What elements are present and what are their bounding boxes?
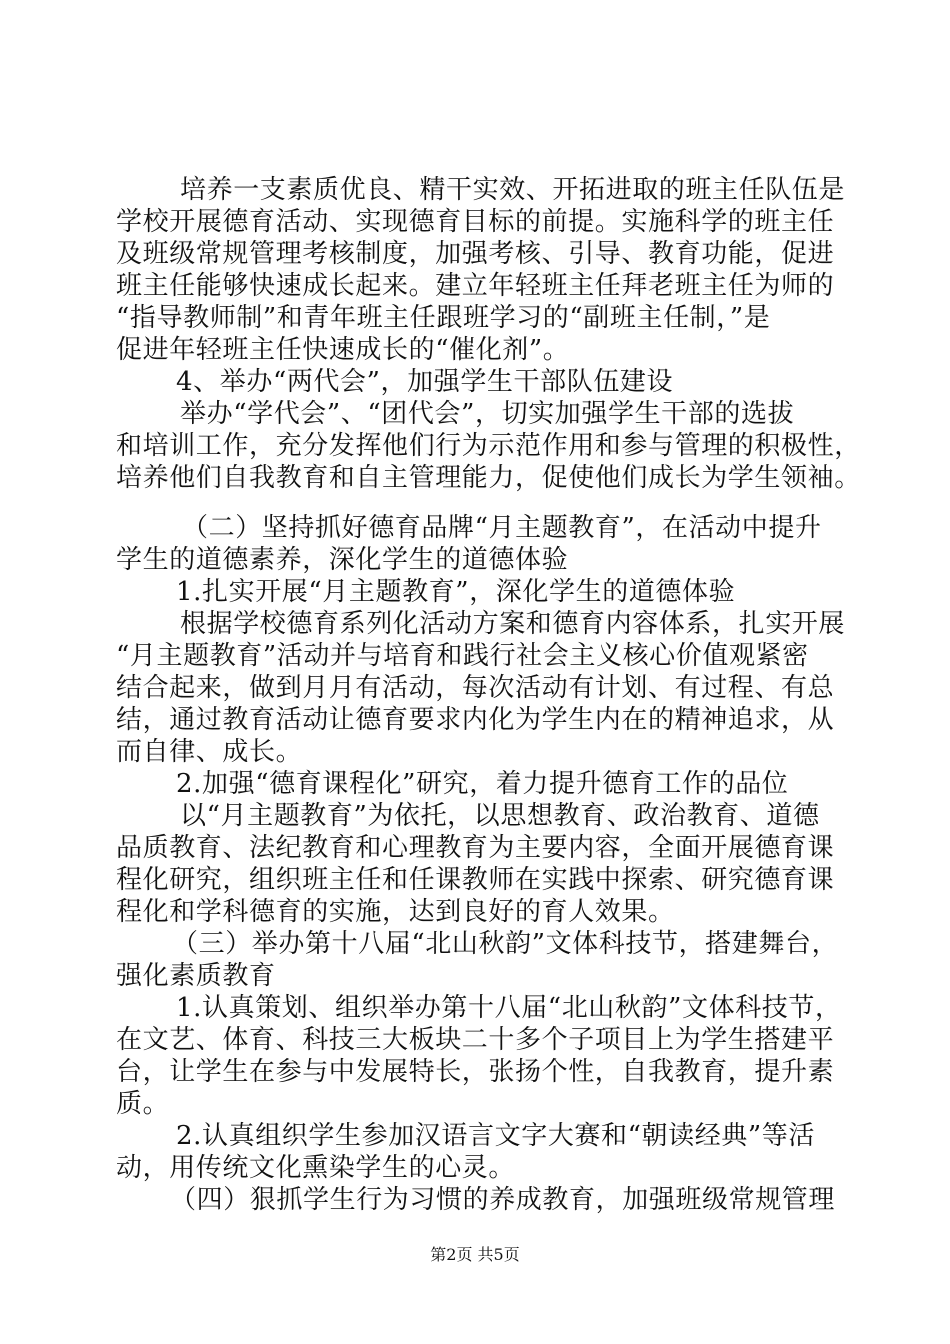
text-line: 而自律、成长。 — [116, 737, 303, 767]
text-line: 促进年轻班主任快速成长的“催化剂”。 — [116, 335, 570, 365]
text-line: 台，让学生在参与中发展特长，张扬个性，自我教育，提升素 — [116, 1057, 835, 1087]
text-line: 结，通过教育活动让德育要求内化为学生内在的精神追求，从 — [116, 705, 835, 735]
section-heading: （三）举办第十八届“北山秋韵”文体科技节，搭建舞台， — [172, 929, 839, 959]
text-line: 程化研究，组织班主任和任课教师在实践中探索、研究德育课 — [116, 865, 835, 895]
text-line: 培养一支素质优良、精干实效、开拓进取的班主任队伍是 — [180, 175, 846, 205]
text-line: 2.认真组织学生参加汉语言文字大赛和“朝读经典”等活 — [176, 1121, 815, 1151]
text-line: 程化和学科德育的实施，达到良好的育人效果。 — [116, 897, 675, 927]
text-line: 品质教育、法纪教育和心理教育为主要内容，全面开展德育课 — [116, 833, 835, 863]
text-line: 培养他们自我教育和自主管理能力，促使他们成长为学生领袖。 — [116, 463, 861, 493]
text-line: 结合起来，做到月月有活动，每次活动有计划、有过程、有总 — [116, 673, 835, 703]
text-line: 根据学校德育系列化活动方案和德育内容体系，扎实开展 — [180, 609, 846, 639]
section-heading: 4、举办“两代会”，加强学生干部队伍建设 — [176, 367, 674, 397]
section-heading: 1.扎实开展“月主题教育”，深化学生的道德体验 — [176, 577, 736, 607]
section-heading: （二）坚持抓好德育品牌“月主题教育”，在活动中提升 — [182, 513, 822, 543]
text-line: 和培训工作，充分发挥他们行为示范作用和参与管理的积极性， — [116, 431, 861, 461]
section-heading: 强化素质教育 — [116, 961, 276, 991]
text-line: 班主任能够快速成长起来。建立年轻班主任拜老班主任为师的 — [116, 271, 835, 301]
section-heading: 学生的道德素养，深化学生的道德体验 — [116, 545, 569, 575]
text-line: 以“月主题教育”为依托，以思想教育、政治教育、道德 — [180, 801, 820, 831]
text-line: “指导教师制”和青年班主任跟班学习的“副班主任制，”是 — [116, 303, 771, 333]
text-line: 学校开展德育活动、实现德育目标的前提。实施科学的班主任 — [116, 207, 835, 237]
text-line: 及班级常规管理考核制度，加强考核、引导、教育功能，促进 — [116, 239, 835, 269]
text-line: “月主题教育”活动并与培育和践行社会主义核心价值观紧密 — [116, 641, 809, 671]
text-line: 1.认真策划、组织举办第十八届“北山秋韵”文体科技节， — [176, 993, 842, 1023]
text-line: 动，用传统文化熏染学生的心灵。 — [116, 1153, 516, 1183]
section-heading: （四）狠抓学生行为习惯的养成教育，加强班级常规管理 — [170, 1185, 836, 1215]
page-footer: 第2页 共5页 — [430, 1245, 520, 1264]
text-line: 举办“学代会”、“团代会”，切实加强学生干部的选拔 — [180, 399, 795, 429]
section-heading: 2.加强“德育课程化”研究，着力提升德育工作的品位 — [176, 769, 789, 799]
text-line: 质。 — [116, 1089, 170, 1119]
text-line: 在文艺、体育、科技三大板块二十多个子项目上为学生搭建平 — [116, 1025, 835, 1055]
